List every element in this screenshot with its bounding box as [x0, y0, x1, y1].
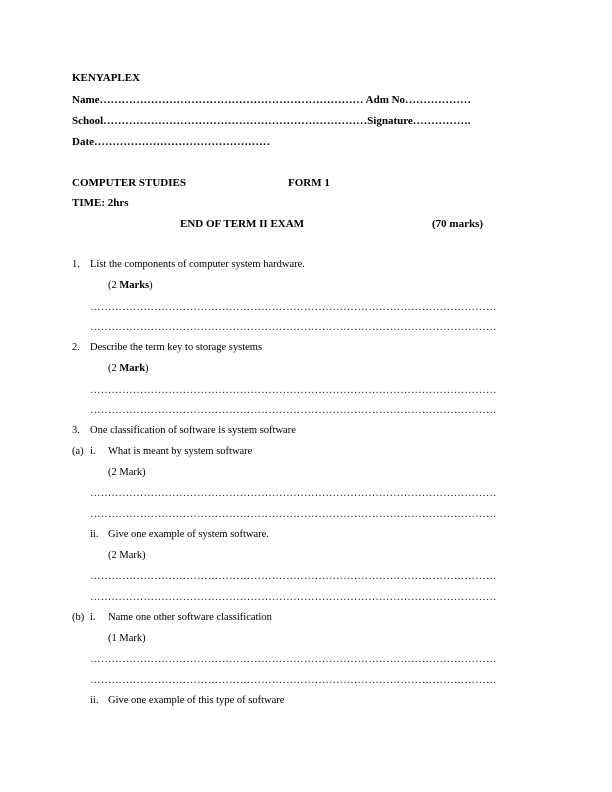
question-text: One classification of software is system software [90, 425, 296, 436]
school-field-line: School………………………………………………………………Signature……………. [72, 115, 471, 127]
question-number: 2. [72, 342, 80, 353]
subquestion-label: (b) [72, 612, 85, 623]
question-text: List the components of computer system hardware. [90, 259, 305, 270]
question-marks: (2 Mark) [108, 550, 146, 561]
question-marks: (2 Mark) [108, 363, 149, 374]
question-number: 1. [72, 259, 80, 270]
question-text: Name one other software classification [108, 612, 272, 623]
question-text: Describe the term key to storage systems [90, 342, 263, 353]
school-name: KENYAPLEX [72, 72, 141, 84]
total-marks: (70 marks) [432, 218, 484, 230]
question-marks: (1 Mark) [108, 633, 146, 644]
answer-line: …………………………………………………………………………………………………… [90, 322, 497, 333]
subpart-label: i. [90, 612, 96, 623]
question-marks: (2 Marks) [108, 280, 153, 291]
answer-line: …………………………………………………………………………………………………… [90, 592, 497, 603]
answer-line: …………………………………………………………………………………………………… [90, 654, 497, 665]
answer-line: …………………………………………………………………………………………………… [90, 405, 497, 416]
subpart-label: ii. [90, 695, 99, 706]
answer-line: …………………………………………………………………………………………………… [90, 488, 497, 499]
form-label: FORM 1 [288, 177, 330, 189]
subquestion-label: (a) [72, 446, 84, 457]
answer-line: …………………………………………………………………………………………………… [90, 571, 497, 582]
answer-line: …………………………………………………………………………………………………… [90, 302, 497, 313]
question-marks: (2 Mark) [108, 467, 146, 478]
question-number: 3. [72, 425, 80, 436]
question-text: What is meant by system software [108, 446, 253, 457]
question-text: Give one example of this type of software [108, 695, 285, 706]
question-text: Give one example of system software. [108, 529, 269, 540]
answer-line: …………………………………………………………………………………………………… [90, 675, 497, 686]
subpart-label: i. [90, 446, 96, 457]
answer-line: …………………………………………………………………………………………………… [90, 509, 497, 520]
date-field-line: Date………………………………………… [72, 136, 270, 148]
subject-title: COMPUTER STUDIES [72, 177, 186, 189]
answer-line: …………………………………………………………………………………………………… [90, 385, 497, 396]
subpart-label: ii. [90, 529, 99, 540]
name-field-line: Name……………………………………………………………… Adm No……………… [72, 94, 472, 106]
exam-title: END OF TERM II EXAM [180, 218, 305, 230]
exam-time: TIME: 2hrs [72, 197, 129, 209]
